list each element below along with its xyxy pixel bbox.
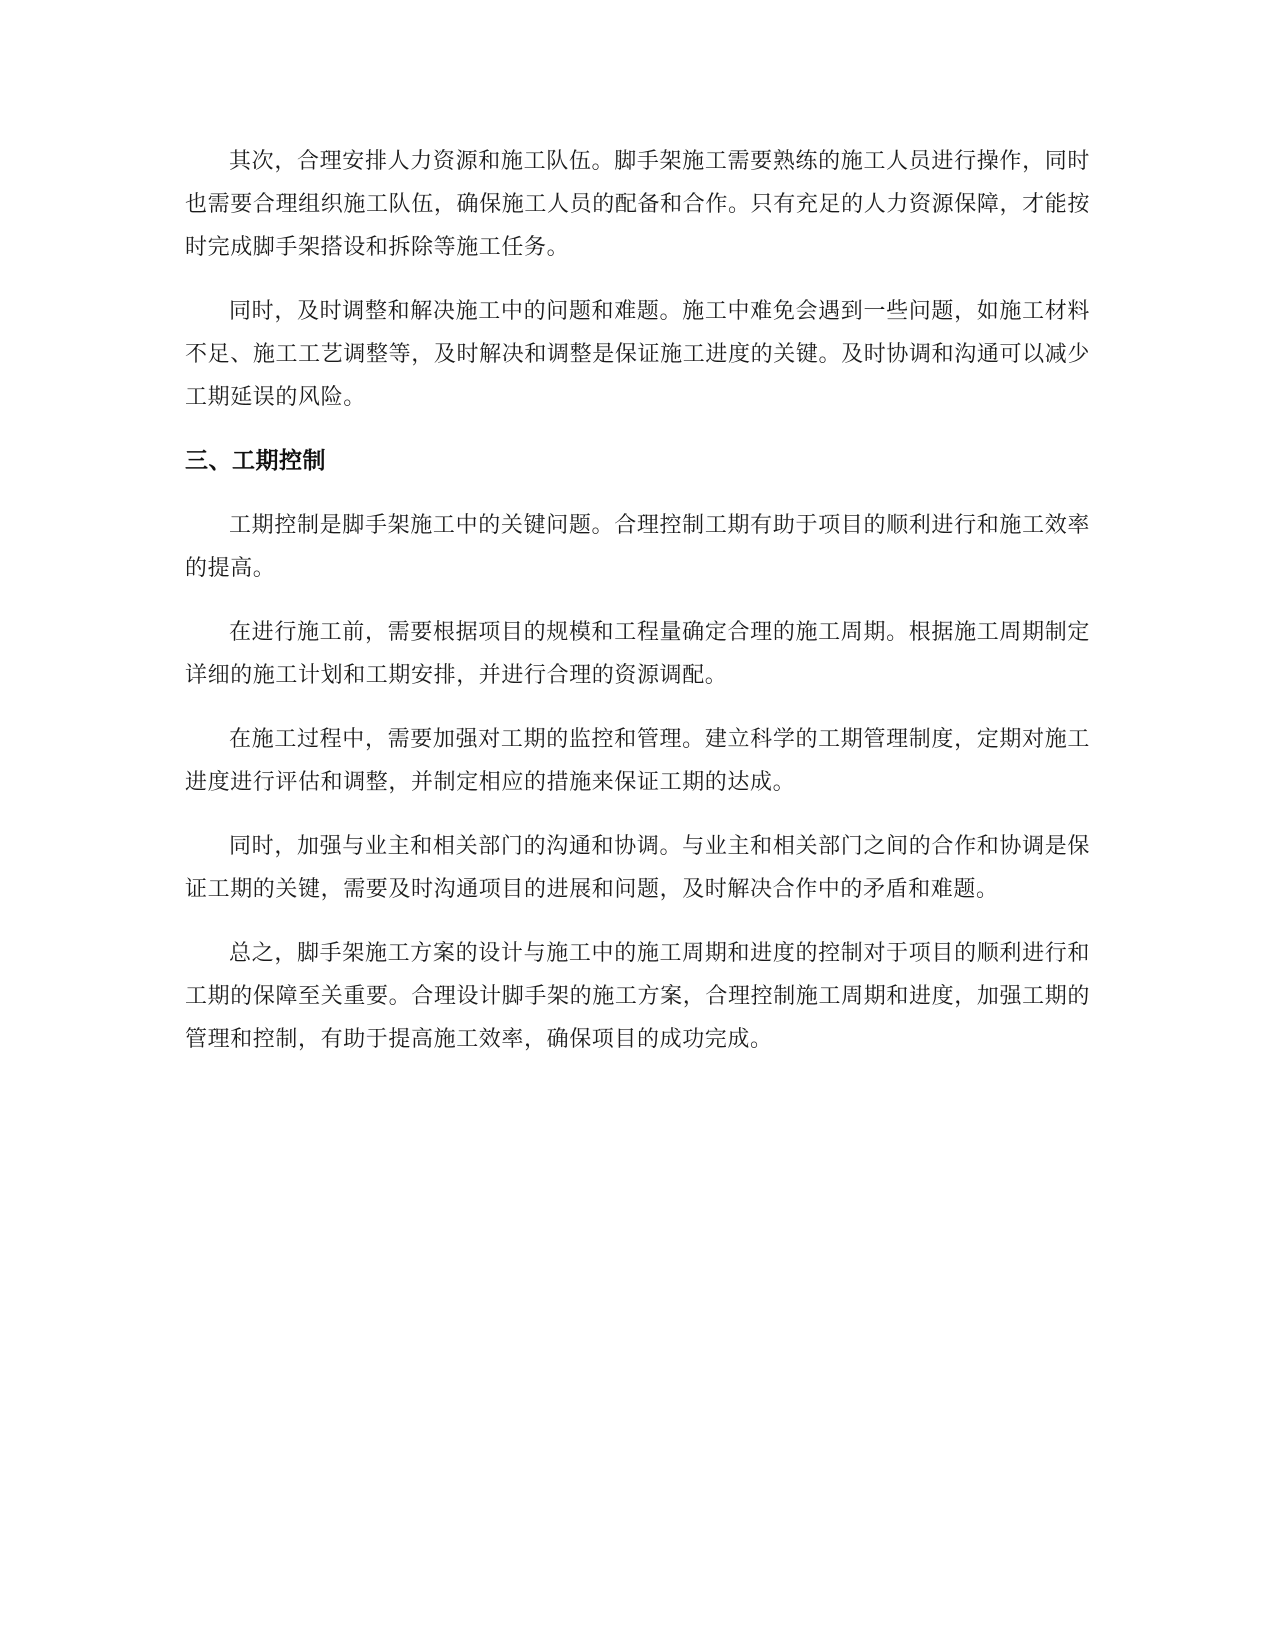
section-heading-schedule-control: 三、工期控制 [185,448,326,474]
document-body [185,140,1090,1082]
paragraph-schedule-intro: 工期控制是脚手架施工中的关键问题。合理控制工期有助于项目的顺利进行和施工效率的提高。 [185,513,1090,581]
paragraph-communication: 同时，加强与业主和相关部门的沟通和协调。与业主和相关部门之间的合作和协调是保证工期的关键，需要及时沟通项目的进展和问题，及时解决合作中的矛盾和难题。 [185,834,1090,902]
paragraph-monitoring: 在施工过程中，需要加强对工期的监控和管理。建立科学的工期管理制度，定期对施工进度进行评估和调整，并制定相应的措施来保证工期的达成。 [185,727,1090,795]
paragraph-human-resources: 其次，合理安排人力资源和施工队伍。脚手架施工需要熟练的施工人员进行操作，同时也需要合理组织施工队伍，确保施工人员的配备和合作。只有充足的人力资源保障，才能按时完成脚手架搭设和拆除等施工任务。 [185,149,1090,260]
paragraph-pre-construction: 在进行施工前，需要根据项目的规模和工程量确定合理的施工周期。根据施工周期制定详细的施工计划和工期安排，并进行合理的资源调配。 [185,620,1090,688]
paragraph-conclusion: 总之，脚手架施工方案的设计与施工中的施工周期和进度的控制对于项目的顺利进行和工期的保障至关重要。合理设计脚手架的施工方案，合理控制施工周期和进度，加强工期的管理和控制，有助于提高施工效率，确保项目的成功完成。 [185,941,1090,1052]
paragraph-problem-solving: 同时，及时调整和解决施工中的问题和难题。施工中难免会遇到一些问题，如施工材料不足、施工工艺调整等，及时解决和调整是保证施工进度的关键。及时协调和沟通可以减少工期延误的风险。 [185,299,1090,410]
